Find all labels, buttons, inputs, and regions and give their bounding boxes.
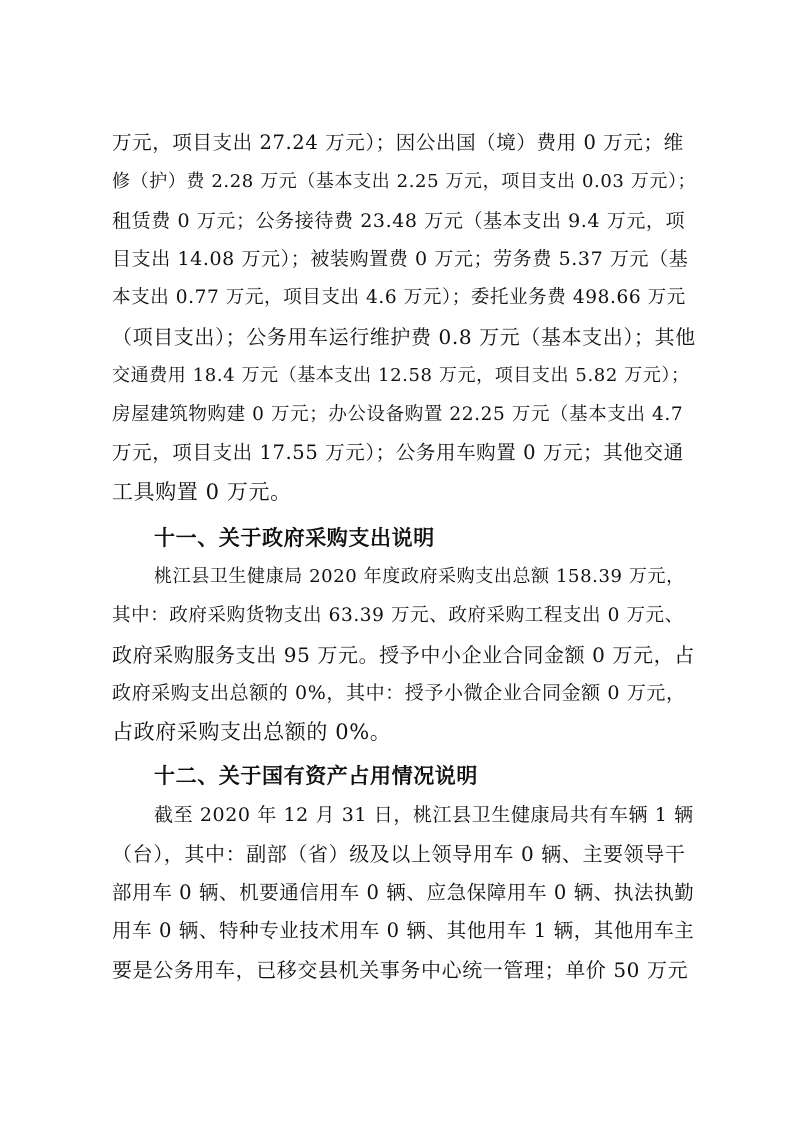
paragraph-line: （项目支出）；公务用车运行维护费 0.8 万元（基本支出）；其他 <box>112 324 696 349</box>
paragraph-line: 政府采购支出总额的 0%，其中：授予小微企业合同金额 0 万元， <box>112 682 686 705</box>
paragraph-line: 本支出 0.77 万元，项目支出 4.6 万元）；委托业务费 498.66 万元 <box>112 287 686 309</box>
continued-expense-paragraph <box>112 124 697 512</box>
paragraph-line: 部用车 0 辆、机要通信用车 0 辆、应急保障用车 0 辆、执法执勤 <box>112 880 695 904</box>
paragraph-line: 修（护）费 2.28 万元（基本支出 2.25 万元，项目支出 0.03 万元）； <box>112 170 697 192</box>
paragraph-line: 房屋建筑物购建 0 万元；办公设备购置 22.25 万元（基本支出 4.7 <box>112 403 684 425</box>
paragraph-line: 要是公务用车，已移交县机关事务中心统一管理；单价 50 万元 <box>112 958 689 983</box>
paragraph-line: 政府采购服务支出 95 万元。授予中小企业合同金额 0 万元，占 <box>112 642 695 667</box>
paragraph-line: 万元，项目支出 17.55 万元）；公务用车购置 0 万元；其他交通 <box>112 441 684 465</box>
state-assets-paragraph <box>112 796 697 990</box>
section-heading-state-assets: 十二、关于国有资产占用情况说明 <box>154 764 478 788</box>
paragraph-line: 占政府采购支出总额的 0%。 <box>112 720 392 745</box>
paragraph-line: 截至 2020 年 12 月 31 日，桃江县卫生健康局共有车辆 1 辆 <box>154 804 694 826</box>
paragraph-line: 用车 0 辆、特种专业技术用车 0 辆、其他用车 1 辆，其他用车主 <box>112 919 695 943</box>
paragraph-line: 万元，项目支出 27.24 万元）；因公出国（境）费用 0 万元；维 <box>112 131 684 154</box>
paragraph-line: 其中：政府采购货物支出 63.39 万元、政府采购工程支出 0 万元、 <box>112 604 684 626</box>
paragraph-line: 交通费用 18.4 万元（基本支出 12.58 万元，项目支出 5.82 万元）； <box>112 364 690 386</box>
paragraph-line: （台），其中：副部（省）级及以上领导用车 0 辆、主要领导干 <box>112 841 686 866</box>
paragraph-line: 租赁费 0 万元；公务接待费 23.48 万元（基本支出 9.4 万元，项 <box>112 209 686 232</box>
section-heading-government-procurement: 十一、关于政府采购支出说明 <box>154 526 435 550</box>
paragraph-line: 目支出 14.08 万元）；被装购置费 0 万元；劳务费 5.37 万元（基 <box>112 248 689 271</box>
paragraph-line: 桃江县卫生健康局 2020 年度政府采购支出总额 158.39 万元， <box>154 566 685 587</box>
paragraph-line: 工具购置 0 万元。 <box>112 480 292 505</box>
government-procurement-paragraph <box>112 558 697 752</box>
